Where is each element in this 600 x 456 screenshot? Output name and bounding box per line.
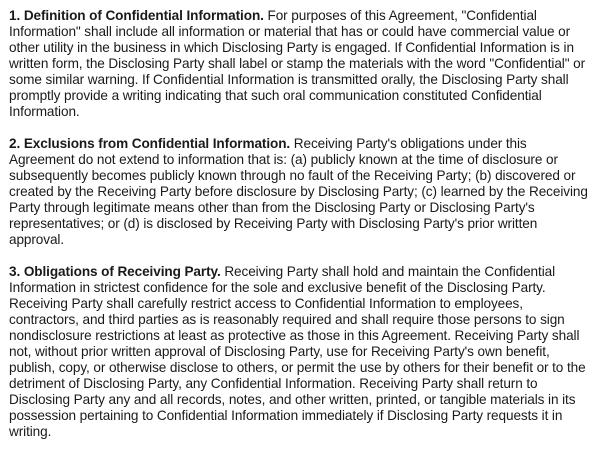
agreement-document: [9, 8, 595, 456]
section-heading: 1. Definition of Confidential Information.: [9, 8, 264, 23]
section-definition: [9, 8, 595, 120]
section-body: Receiving Party shall hold and maintain the Confidential Information in strictest confidence for the sole and exclusive benefit of the Disclosing Party. Receiving Party shall carefully restrict access to Confidential Information to employees, contractors, and third parties as is reasonably required and shall require those persons to sign nondisclosure restrictions at least as protective as those in this Agreement. Receiving Party shall not, without prior written approval of Disclosing Party, use for Receiving Party's own benefit, publish, copy, or otherwise disclose to others, or permit the use by others for their benefit or to the detriment of Disclosing Party, any Confidential Information. Receiving Party shall return to Disclosing Party any and all records, notes, and other written, printed, or tangible materials in its possession pertaining to Confidential Information immediately if Disclosing Party requests it in writing.: [9, 264, 586, 439]
section-body: For purposes of this Agreement, "Confidential Information" shall include all information or material that has or could have commercial value or other utility in the business in which Disclosing Party is engaged. If Confidential Information is in written form, the Disclosing Party shall label or stamp the materials with the word "Confidential" or some similar warning. If Confidential Information is transmitted orally, the Disclosing Party shall promptly provide a writing indicating that such oral communication constituted Confidential Information.: [9, 8, 586, 119]
section-obligations: [9, 264, 595, 440]
section-heading: 3. Obligations of Receiving Party.: [9, 264, 221, 279]
section-body: Receiving Party's obligations under this Agreement do not extend to information that is: (a) publicly known at the time of disclosure or subsequently becomes publicly known through no fault of the Receiving Party; (b) discovered or created by the Receiving Party before disclosure by Disclosing Party; (c) learned by the Receiving Party through legitimate means other than from the Disclosing Party or Disclosing Party's representatives; or (d) is disclosed by Receiving Party with Disclosing Party's prior written approval.: [9, 136, 588, 247]
section-heading: 2. Exclusions from Confidential Information.: [9, 136, 291, 151]
section-exclusions: [9, 136, 595, 248]
